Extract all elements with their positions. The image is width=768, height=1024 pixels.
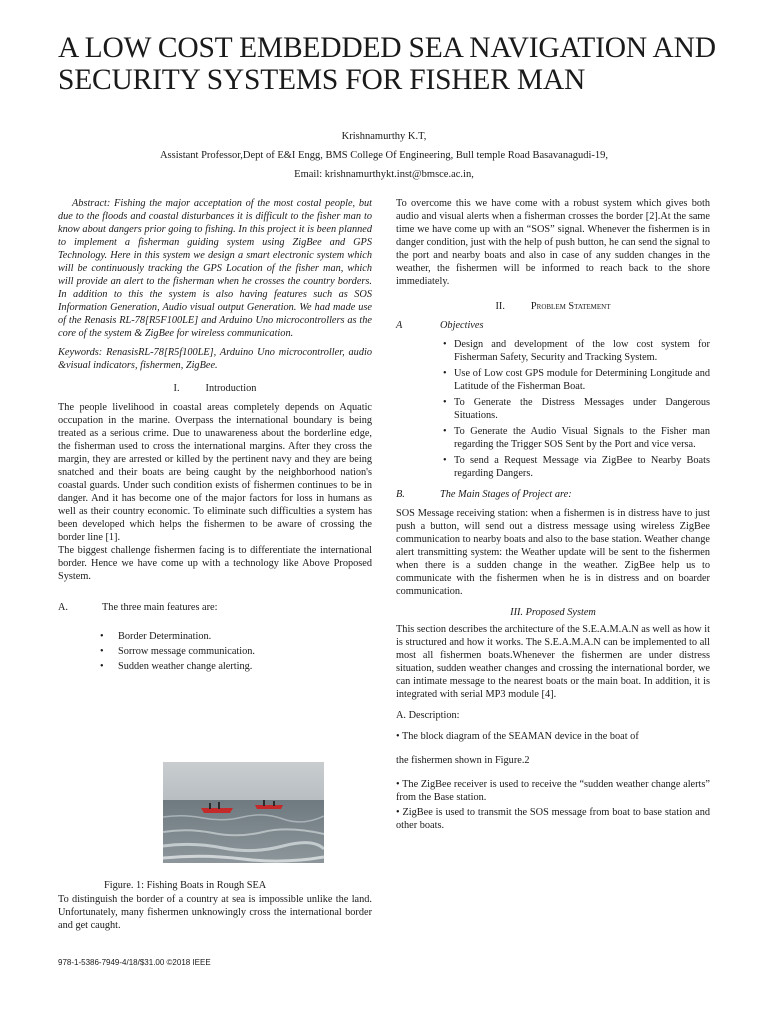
figure-caption: Figure. 1: Fishing Boats in Rough SEA [104, 880, 267, 891]
list-item: • To Generate the Audio Visual Signals to the Fisher man regarding the Trigger SOS Sent by the Port and vice versa. [443, 426, 710, 450]
objectives-heading [396, 319, 710, 332]
description-heading: A. Description: [396, 710, 460, 721]
list-item: • Sorrow message communication. [58, 645, 372, 658]
list-item: • Border Determination. [58, 630, 372, 643]
description-bullet-3: • ZigBee is used to transmit the SOS message from boat to base station and other boats. [396, 807, 710, 831]
author-affiliation: Assistant Professor,Dept of E&I Engg, BMS College Of Engineering, Bull temple Road Basavanagudi-19, [159, 150, 609, 161]
bullet-icon: • [443, 397, 447, 408]
section-number: I. [173, 383, 180, 394]
fishing-boats-photo [163, 762, 324, 863]
left-column-tail [58, 893, 372, 932]
copyright-footer: 978-1-5386-7949-4/18/$31.00 ©2018 IEEE [58, 958, 211, 967]
objectives-list [396, 338, 710, 480]
author-email: Email: krishnamurthykt.inst@bmsce.ac.in, [294, 169, 474, 180]
features-heading [58, 601, 372, 614]
features-letter: A. [58, 602, 69, 613]
stages-heading [396, 488, 710, 501]
section-problem-heading [396, 300, 710, 313]
stages-title: The Main Stages of Project are: [440, 489, 572, 500]
objectives-title: Objectives [440, 320, 484, 331]
list-item: • To Generate the Distress Messages under Dangerous Situations. [443, 397, 710, 421]
bullet-icon: • [443, 339, 447, 350]
left-column [58, 197, 372, 675]
list-item: • Design and development of the low cost system for Fisherman Safety, Security and Tracking System. [443, 339, 710, 363]
section-title: Introduction [205, 383, 257, 394]
list-item: • Use of Low cost GPS module for Determining Longitude and Latitude of the Fisherman Boat. [443, 368, 710, 392]
list-item: • To send a Request Message via ZigBee to Nearby Boats regarding Dangers. [443, 455, 710, 479]
features-title: The three main features are: [102, 602, 218, 613]
intro-paragraph-2: The biggest challenge fishermen facing is to differentiate the international border. Hence we have come up with a technology like Above Proposed System. [58, 545, 372, 582]
section-proposed-heading: III. Proposed System [510, 607, 596, 618]
proposed-paragraph: This section describes the architecture of the S.E.A.M.A.N as well as how it is structured and how it works. The S.E.A.M.A.N can be implemented to all most all fishermen boats.Whenever the fishermen are under distress situation, sudden weather changes and crossing the international border, we can intimate message to the nearest boats or the main boat. In addition, it is integrated with serial MP3 module [4]. [396, 624, 710, 700]
bullet-icon: • [443, 368, 447, 379]
features-list [58, 630, 372, 673]
objectives-letter: A [396, 320, 403, 331]
description-bullet-1a: • The block diagram of the SEAMAN device in the boat of [396, 731, 639, 742]
bullet-icon: • [443, 426, 447, 437]
description-bullet-2: • The ZigBee receiver is used to receive the “sudden weather change alerts” from the Base station. [396, 779, 710, 803]
boats-image [163, 762, 324, 863]
robust-system-paragraph: To overcome this we have come with a robust system which gives both audio and visual alerts when a fisherman crosses the border [2].At the same time we have come up with an “SOS” signal. Whenever the fishermen is in danger condition, just with the help of push button, he can send the signal to the port and nearby boats and also in case of any sudden changes in the weather, the fishermen will be informed to reach back to the shore immediately. [396, 198, 710, 287]
stages-letter: B. [396, 489, 405, 500]
bullet-icon: • [443, 455, 447, 466]
border-paragraph: To distinguish the border of a country at sea is impossible unlike the land. Unfortunately, many fishermen unknowingly cross the international border and get caught. [58, 894, 372, 931]
right-column [396, 197, 710, 832]
section-title: Problem Statement [530, 301, 611, 312]
list-item: • Sudden weather change alerting. [58, 660, 372, 673]
section-number: II. [495, 301, 505, 312]
paper-title: A LOW COST EMBEDDED SEA NAVIGATION AND SECURITY SYSTEMS FOR FISHER MAN [58, 32, 716, 96]
section-intro-heading [58, 382, 372, 395]
description-bullet-1b: the fishermen shown in Figure.2 [396, 755, 530, 766]
keywords: Keywords: RenasisRL-78[R5f100LE], Arduino Uno microcontroller, audio &visual indicators, fishermen, ZigBee. [58, 347, 372, 371]
abstract: Abstract: Fishing the major acceptation of the most costal people, but due to the floods and coastal disturbances it is difficult to the fisher man to know about dangers prior going to fishing. In this project it is been planned to implement a fisherman guiding system using ZigBee and GPS Technology. Here in this system we design a smart electronic system which will be continuously tracking the GPS Location of the fisher man, which will provide an alert to the fisherman when he crosses the country borders. In addition to this the system is also having features such as SOS Information Generation, Audio visual output Generation. We had made use of the Renasis RL-78[R5F100LE] and Arduino Uno microcontrollers as the core of the system & ZigBee for wireless communication. [58, 198, 372, 339]
author-name: Krishnamurthy K.T, [341, 131, 427, 142]
intro-paragraph-1: The people livelihood in coastal areas completely depends on Aquatic occupation in the marine. Overpass the international boundary is being treated as a serious crime. Due to unawareness about the borderline edge, the fisherman used to cross the international margins. After they cross the margin, they are arrested or killed by the pertinent navy and they are being snatched and their boats are being caught by the neighborhood nation's coastal guards. Under such condition exists of fishermen continues to be in danger. And it has become one of the major factors for loss in humans as well as their country economic. To eliminate such difficulties a system has been developed which helps the fishermen to be aware of crossing the border line [1]. [58, 402, 372, 543]
stages-paragraph: SOS Message receiving station: when a fishermen is in distress have to just push a button, will send out a distress message using wireless ZigBee communication to nearby boats and also to the base station. Weather change alert transmitting system: the Weather update will be sent to the fishermen when there is a sudden change in the weather. ZigBee help us to communicate with the fishermen when he is in distress and on boarder communication. [396, 508, 710, 597]
